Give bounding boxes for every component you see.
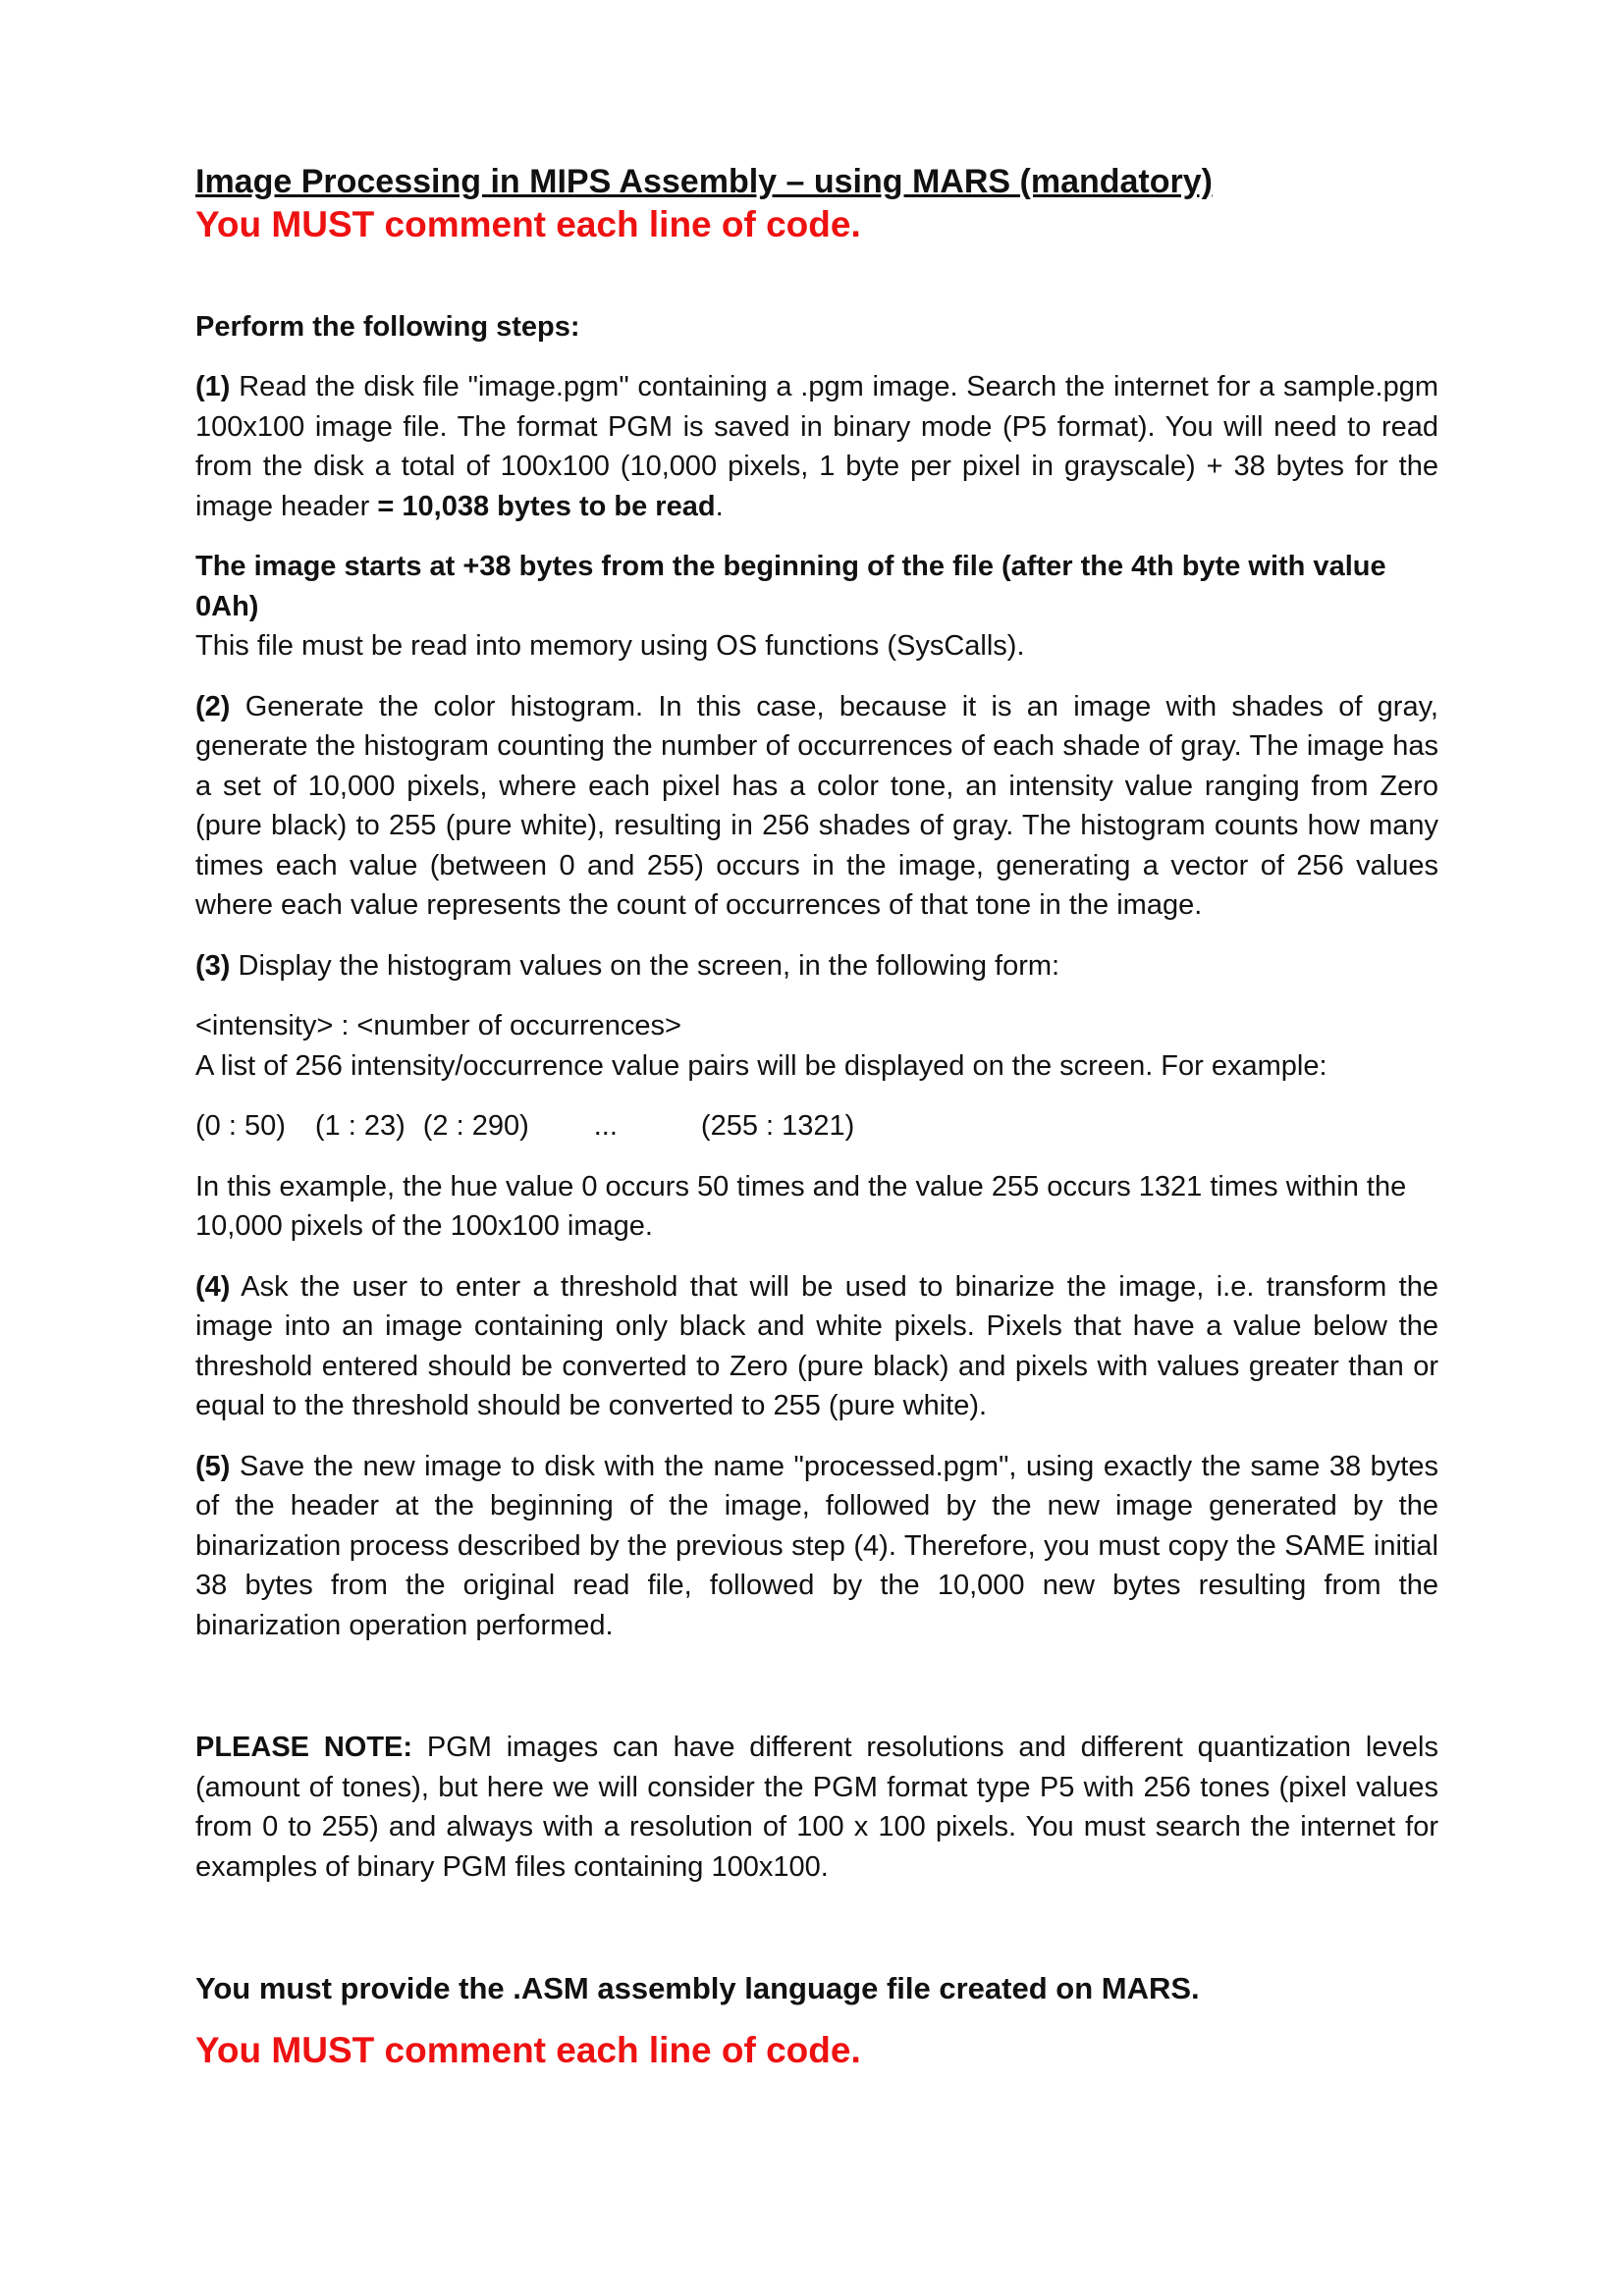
note-text: PGM images can have different resolutions and different quantization levels (amount of tones), but here we will consider the PGM format type P5 with 256 tones (pixel values from 0 to 255) and always with a resolution of 100 x 100 pixels. You must search the internet for examples of binary PGM files containing 100x100. — [195, 1732, 1438, 1883]
document-title: Image Processing in MIPS Assembly – using MARS (mandatory) — [195, 163, 1213, 200]
example-ellipsis: ... — [593, 1110, 618, 1142]
step-4-number: (4) — [195, 1270, 231, 1303]
document-page — [195, 161, 1438, 2073]
example-explanation: In this example, the hue value 0 occurs 50 times and the value 255 occurs 1321 times within the 10,000 pixels of the 100x100 image. — [195, 1170, 1407, 1242]
step-1-text: Read the disk file "image.pgm" containing a .pgm image. Search the internet for a sample.pgm 100x100 image file. The format PGM is saved in binary mode (P5 format). You will need to read from the disk a total of 100x100 (10,000 pixels, 1 byte per pixel in grayscale) + 38 bytes for the image header — [195, 371, 1438, 522]
step-3-number: (3) — [195, 949, 231, 982]
step-1-number: (1) — [195, 371, 231, 402]
image-start-block — [195, 547, 1438, 667]
step-5-number: (5) — [195, 1450, 231, 1482]
step-2-number: (2) — [195, 690, 231, 722]
step-1-total-bytes: = 10,038 bytes to be read — [377, 490, 716, 522]
image-start-syscalls: This file must be read into memory using OS functions (SysCalls). — [195, 630, 1025, 662]
note-label: PLEASE NOTE: — [195, 1732, 413, 1763]
example-pair: (0 : 50) — [195, 1110, 286, 1142]
step-4-paragraph — [195, 1267, 1438, 1426]
step-2-paragraph — [195, 687, 1438, 926]
step-5-text: Save the new image to disk with the name "processed.pgm", using exactly the same 38 bytes of the header at the beginning of the image, followed by the new image generated by the binarization process described by the previous step (4). Therefore, you must copy the SAME initial 38 bytes from the original read file, followed by the 10,000 new bytes resulting from the binarization operation performed. — [195, 1450, 1438, 1641]
step-2-text: Generate the color histogram. In this case, because it is an image with shades of gray, generate the histogram counting the number of occurrences of each shade of gray. The image has a set of 10,000 pixels, where each pixel has a color tone, an intensity value ranging from Zero (pure black) to 255 (pure white), resulting in 256 shades of gray. The histogram counts how many times each value (between 0 and 255) occurs in the image, generating a vector of 256 values where each value represents the count of occurrences of that tone in the image. — [195, 690, 1438, 921]
format-description: A list of 256 intensity/occurrence value pairs will be displayed on the screen. For example: — [195, 1049, 1327, 1082]
step-4-text: Ask the user to enter a threshold that will be used to binarize the image, i.e. transform the image into an image containing only black and white pixels. Pixels that have a value below the threshold entered should be converted to Zero (pure black) and pixels with values greater than or equal to the threshold should be converted to 255 (pure white). — [195, 1270, 1438, 1421]
steps-intro: Perform the following steps: — [195, 311, 580, 343]
format-pattern: <intensity> : <number of occurrences> — [195, 1010, 681, 1041]
step-3-paragraph — [195, 946, 1438, 987]
example-pairs — [195, 1106, 1438, 1147]
comment-warning-bottom: You MUST comment each line of code. — [195, 2030, 861, 2070]
step-1-paragraph — [195, 367, 1438, 526]
image-start-offset: The image starts at +38 bytes from the beginning of the file (after the 4th byte with value 0Ah) — [195, 551, 1386, 622]
format-block — [195, 1006, 1438, 1086]
comment-warning-top: You MUST comment each line of code. — [195, 204, 861, 244]
step-5-paragraph — [195, 1447, 1438, 1646]
step-3-text: Display the histogram values on the screen, in the following form: — [230, 949, 1060, 982]
provide-asm-instruction: You must provide the .ASM assembly language file created on MARS. — [195, 1971, 1200, 2005]
example-pair: (1 : 23) — [314, 1110, 406, 1142]
example-pair: (2 : 290) — [422, 1110, 529, 1142]
example-pair: (255 : 1321) — [700, 1110, 855, 1142]
note-paragraph — [195, 1728, 1438, 1887]
step-1-end: . — [715, 490, 724, 522]
